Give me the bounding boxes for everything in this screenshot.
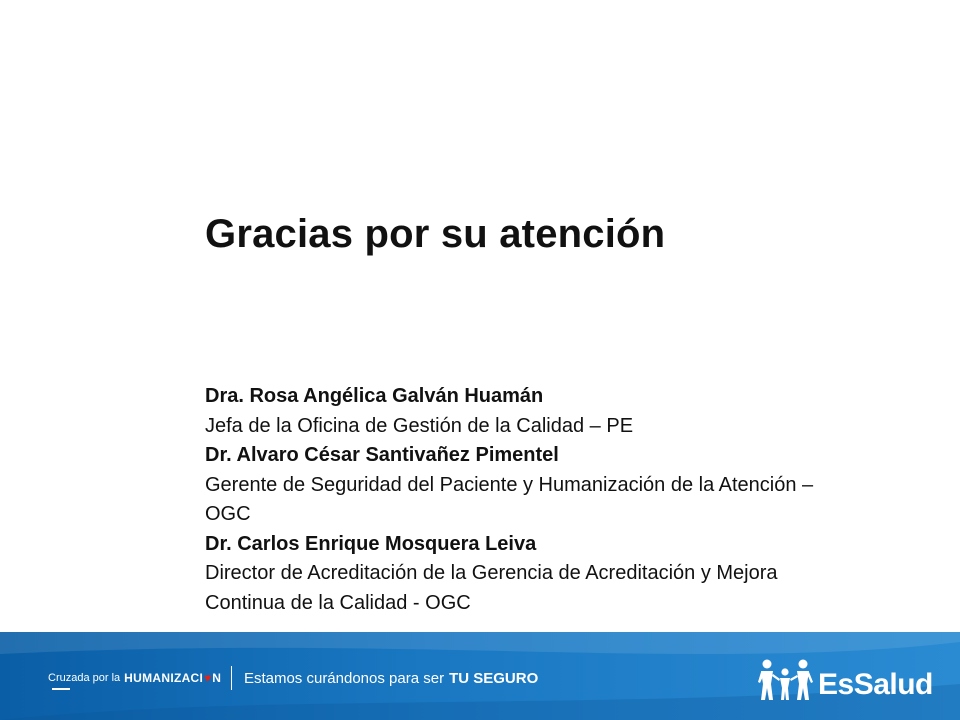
campaign-slogan	[48, 666, 538, 690]
campaign-tagline-bold: TU SEGURO	[449, 669, 539, 687]
heart-icon: ♥	[204, 671, 212, 685]
essalud-logo	[758, 652, 933, 702]
footer-banner	[0, 632, 960, 720]
credit-name-1: Dra. Rosa Angélica Galván Huamán	[205, 385, 544, 407]
credit-role-1: Jefa de la Oficina de Gestión de la Calidad – PE	[205, 414, 634, 437]
credit-name-2: Dr. Alvaro César Santivañez Pimentel	[205, 444, 559, 466]
credits-block	[205, 382, 845, 618]
campaign-underline	[52, 688, 70, 690]
family-icon	[758, 658, 816, 702]
campaign-tagline: Estamos curándonos para ser	[243, 669, 445, 687]
brand-name: EsSalud	[818, 668, 933, 701]
credit-role-3: Director de Acreditación de la Gerencia de Acreditación y Mejora Continua de la Calidad - OGC	[205, 562, 778, 614]
campaign-word-start: HUMANIZACI	[124, 671, 204, 685]
campaign-word-end: N	[212, 671, 221, 685]
campaign-divider	[231, 666, 232, 690]
credit-role-2: Gerente de Seguridad del Paciente y Humanización de la Atención – OGC	[205, 473, 814, 525]
slide-title: Gracias por su atención	[205, 212, 666, 256]
campaign-prefix: Cruzada por la	[48, 672, 121, 684]
credit-name-3: Dr. Carlos Enrique Mosquera Leiva	[205, 532, 537, 555]
